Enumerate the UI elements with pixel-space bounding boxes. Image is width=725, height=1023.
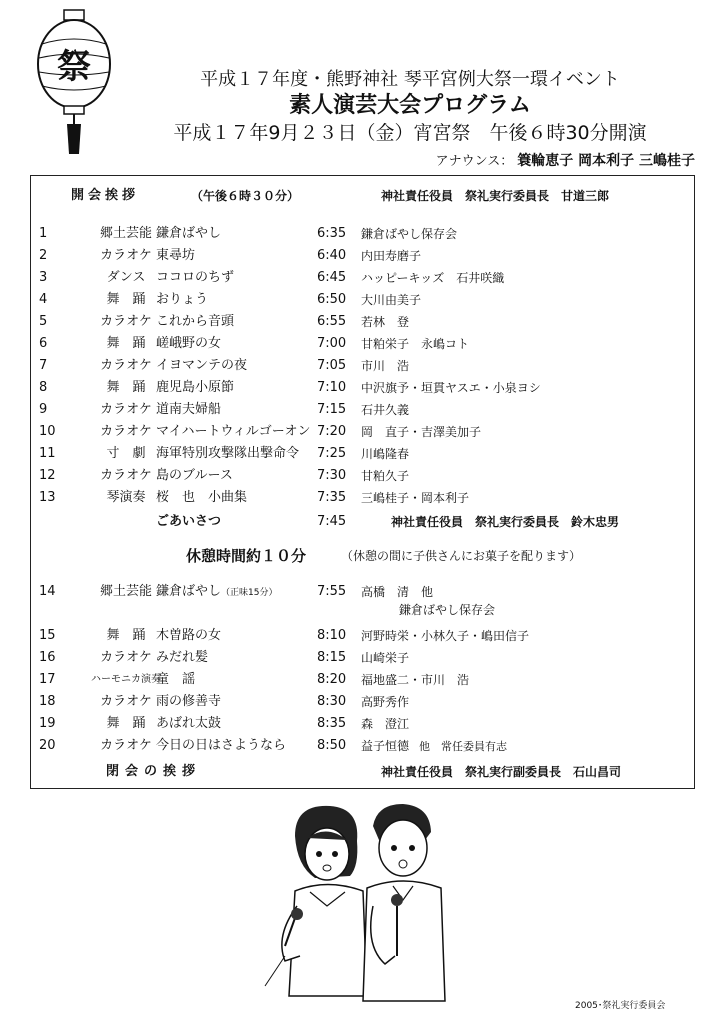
event-date: 平成１７年9月２３日（金）宵宮祭 午後６時30分開演 [173, 122, 647, 144]
lantern-glyph: 祭 [57, 47, 91, 87]
greeting-time: 7:45 [317, 514, 347, 529]
item-title: 鹿児島小原節 [156, 380, 235, 395]
item-number: 10 [39, 424, 56, 439]
program-header [120, 68, 700, 146]
item-number: 13 [39, 490, 56, 505]
item-number: 20 [39, 738, 56, 753]
item-category: カラオケ [100, 358, 152, 373]
item-time: 6:55 [317, 314, 347, 329]
item-category: 舞 踊 [106, 380, 146, 395]
item-title: 鎌倉ばやし [156, 226, 222, 241]
item-title: 道南夫婦船 [156, 402, 222, 417]
item-performer: 福地盛二・市川 浩 [361, 673, 470, 687]
footer-credit: 2005･祭礼実行委員会 [575, 1001, 666, 1011]
item-category: カラオケ [100, 738, 152, 753]
item-performer: 甘粕久子 [361, 469, 410, 483]
item-time: 6:45 [317, 270, 347, 285]
greeting-title: ごあいさつ [156, 514, 222, 529]
item-performer: 石井久義 [361, 403, 410, 417]
item-title: マイハートウィルゴーオン [156, 424, 311, 439]
item-number: 4 [39, 292, 48, 307]
item-category: カラオケ [100, 468, 152, 483]
item-title: これから音頭 [156, 314, 235, 329]
item-number: 1 [39, 226, 48, 241]
item-number: 12 [39, 468, 56, 483]
item-category: 寸 劇 [106, 446, 146, 461]
item-number: 11 [39, 446, 56, 461]
item-performer: 高橋 清 他 [361, 585, 434, 599]
announcer-names: 簑輪恵子 岡本利子 三嶋桂子 [517, 153, 695, 169]
intermission-main: 休憩時間約１０分 [186, 547, 307, 565]
item-time: 8:30 [317, 694, 347, 709]
item-time: 8:20 [317, 672, 347, 687]
closing-label: 閉会の挨拶 [106, 764, 202, 779]
item-title: 今日の日はさようなら [156, 738, 287, 753]
item-title: イヨマンテの夜 [156, 358, 248, 373]
item-performer: 高野秀作 [361, 695, 410, 709]
item-performer: 川嶋隆春 [361, 447, 410, 461]
item-performer: 大川由美子 [361, 293, 422, 307]
item-number: 17 [39, 672, 56, 687]
item-number: 15 [39, 628, 56, 643]
item-time: 6:50 [317, 292, 347, 307]
item-title: あばれ太鼓 [156, 716, 222, 731]
item-category: ダンス [106, 270, 146, 285]
item-time: 8:50 [317, 738, 347, 753]
item-performer-group: 鎌倉ばやし保存会 [399, 603, 496, 617]
item-time: 7:05 [317, 358, 347, 373]
item-time: 7:55 [317, 584, 347, 599]
closing-speaker: 神社責任役員 祭礼実行副委員長 石山昌司 [381, 765, 622, 779]
item-number: 5 [39, 314, 48, 329]
singers-illustration [255, 796, 465, 1011]
item-category: 舞 踊 [106, 628, 146, 643]
item-title: おりょう [156, 292, 209, 307]
item-time: 7:00 [317, 336, 347, 351]
item-title: みだれ髪 [156, 650, 209, 665]
announcer-label: アナウンス： [435, 154, 514, 169]
item-performer: 鎌倉ばやし保存会 [361, 227, 458, 241]
item-category: カラオケ [100, 424, 152, 439]
item-time: 7:20 [317, 424, 347, 439]
item-performer: 市川 浩 [361, 359, 410, 373]
item-title: 桜 也 小曲集 [156, 490, 248, 505]
item-category: カラオケ [100, 314, 152, 329]
item-category: カラオケ [100, 650, 152, 665]
item-number: 7 [39, 358, 48, 373]
item-title [156, 582, 277, 603]
intermission-note: （休憩の間に子供さんにお菓子を配ります） [341, 549, 582, 563]
item-performer [361, 736, 507, 757]
item-time: 6:35 [317, 226, 347, 241]
item-category: 郷土芸能 [99, 226, 152, 241]
item-time: 8:35 [317, 716, 347, 731]
item-title: 海軍特別攻撃隊出撃命令 [156, 446, 300, 461]
item-time: 7:25 [317, 446, 347, 461]
item-performer: 甘粕栄子 永嶋コト [361, 337, 470, 351]
item-category: 舞 踊 [106, 716, 146, 731]
item-time: 8:15 [317, 650, 347, 665]
greeting-speaker: 神社責任役員 祭礼実行委員長 鈴木忠男 [391, 515, 620, 529]
item-performer: ハッピーキッズ 石井咲織 [361, 271, 505, 285]
item-title: ココロのちず [156, 270, 235, 285]
item-title: 島のブルース [156, 468, 233, 483]
item-number: 18 [39, 694, 56, 709]
item-performer-text: 益子恒德 [361, 739, 410, 753]
item-category: カラオケ [100, 694, 152, 709]
item-time: 7:30 [317, 468, 347, 483]
item-category: カラオケ [100, 402, 152, 417]
item-title: 雨の修善寺 [156, 694, 222, 709]
item-title: 嵯峨野の女 [156, 336, 222, 351]
item-time: 7:35 [317, 490, 347, 505]
item-category: 郷土芸能 [99, 584, 152, 599]
item-performer: 中沢旗予・垣貫ヤスエ・小泉ヨシ [361, 381, 541, 395]
item-category: 琴演奏 [106, 490, 146, 505]
item-number: 19 [39, 716, 56, 731]
item-title: 童 謡 [156, 672, 196, 687]
item-performer: 山崎栄子 [361, 651, 410, 665]
item-number: 14 [39, 584, 56, 599]
opening-speaker: 神社責任役員 祭礼実行委員長 甘道三郎 [381, 189, 610, 203]
item-title-text: 鎌倉ばやし [156, 584, 222, 599]
opening-label: 開会挨拶 [71, 188, 140, 203]
lantern-illustration [34, 8, 114, 158]
item-category: 舞 踊 [106, 336, 146, 351]
item-performer: 若林 登 [361, 315, 410, 329]
item-title: 東尋坊 [156, 248, 196, 263]
item-number: 2 [39, 248, 48, 263]
item-performer: 森 澄江 [361, 717, 410, 731]
item-performer: 岡 直子・吉澤美加子 [361, 425, 482, 439]
item-number: 9 [39, 402, 48, 417]
item-number: 16 [39, 650, 56, 665]
program-title: 素人演芸大会プログラム [289, 93, 531, 118]
item-performer: 内田寿磨子 [361, 249, 422, 263]
item-performer: 三嶋桂子・岡本利子 [361, 491, 470, 505]
program-table [30, 175, 695, 789]
item-performer: 河野時栄・小林久子・嶋田信子 [361, 629, 530, 643]
item-title: 木曽路の女 [156, 628, 222, 643]
item-time: 8:10 [317, 628, 347, 643]
item-performer-note: 他 常任委員有志 [419, 740, 508, 753]
item-time: 7:10 [317, 380, 347, 395]
item-time: 6:40 [317, 248, 347, 263]
item-title-note: （正味15分） [221, 588, 278, 598]
event-subtitle: 平成１７年度・熊野神社 琴平宮例大祭一環イベント [200, 69, 620, 90]
item-category: 舞 踊 [106, 292, 146, 307]
item-category: カラオケ [100, 248, 152, 263]
opening-time: （午後６時３０分） [191, 189, 300, 203]
announcer-line [436, 150, 695, 170]
item-number: 3 [39, 270, 48, 285]
item-number: 8 [39, 380, 48, 395]
item-category: ハーモニカ演奏 [91, 674, 161, 685]
item-number: 6 [39, 336, 48, 351]
item-time: 7:15 [317, 402, 347, 417]
